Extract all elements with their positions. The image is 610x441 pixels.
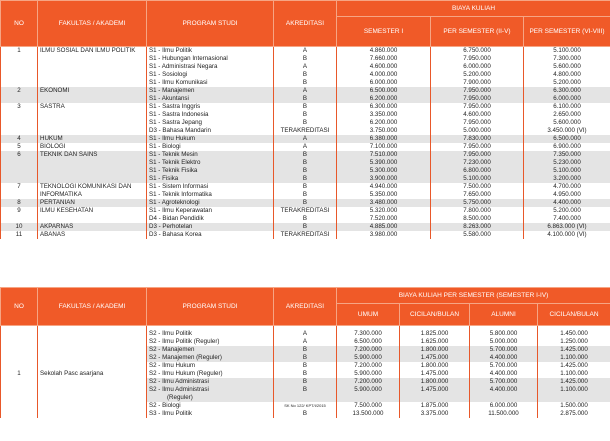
- fee-semester-2-5: 7.830.000: [431, 135, 524, 143]
- fee-umum: 7.500.000: [337, 402, 400, 410]
- table-row: [1, 143, 610, 151]
- fee-umum: 5.900.000: [337, 386, 400, 394]
- table-row: [1, 87, 610, 95]
- fee-semester-2-5: 5.000.000: [431, 127, 524, 135]
- accreditation: B: [274, 151, 337, 159]
- fee-semester-2-5: 5.580.000: [431, 231, 524, 239]
- fee-semester-6-8: 7.400.000: [524, 215, 610, 223]
- fee-alumni: 6.000.000: [470, 402, 538, 410]
- program-name: S1 - Teknik Informatika: [147, 191, 274, 199]
- program-name: S1 - Manajemen: [147, 87, 274, 95]
- fee-semester-1: 4.940.000: [337, 183, 431, 191]
- fee-semester-6-8: 5.100.000: [524, 47, 610, 56]
- installment-umum: 1.475.000: [400, 370, 470, 378]
- fee-semester-6-8: 5.200.000: [524, 207, 610, 215]
- faculty-name: TEKNOLOGI KOMUNIKASI DAN INFORMATIKA: [38, 183, 147, 199]
- faculty-name: ILMU KESEHATAN: [38, 207, 147, 223]
- fee-semester-1: 7.520.000: [337, 215, 431, 223]
- installment-umum: 1.800.000: [400, 346, 470, 354]
- fee-semester-2-5: 7.950.000: [431, 103, 524, 111]
- faculty-number: 2: [1, 87, 38, 103]
- installment-alumni: 1.100.000: [538, 354, 610, 362]
- program-name: S1 - Sosiologi: [147, 71, 274, 79]
- installment-alumni: 2.875.000: [538, 410, 610, 418]
- fee-semester-1: 6.200.000: [337, 95, 431, 103]
- program-name: S1 - Ilmu Politik: [147, 47, 274, 56]
- fee-semester-2-5: 7.800.000: [431, 207, 524, 215]
- program-name: S1 - Teknik Elektro: [147, 159, 274, 167]
- fee-semester-2-5: 5.750.000: [431, 199, 524, 207]
- fee-semester-2-5: 6.000.000: [431, 63, 524, 71]
- accreditation: A: [274, 143, 337, 151]
- fee-alumni: 5.700.000: [470, 378, 538, 386]
- installment-umum: 1.625.000: [400, 338, 470, 346]
- accreditation: B: [274, 111, 337, 119]
- installment-umum: 1.475.000: [400, 354, 470, 362]
- faculty-name: EKONOMI: [38, 87, 147, 103]
- faculty-name: PERTANIAN: [38, 199, 147, 207]
- fee-semester-1: 7.100.000: [337, 143, 431, 151]
- installment-umum: [400, 394, 470, 402]
- fee-semester-2-5: 4.600.000: [431, 111, 524, 119]
- accreditation: B: [274, 410, 337, 418]
- table-row: [1, 199, 610, 207]
- fee-semester-2-5: 8.263.000: [431, 223, 524, 231]
- program-name: S3 - Ilmu Politik: [147, 410, 274, 418]
- installment-alumni: 1.100.000: [538, 386, 610, 394]
- program-name: S2 - Ilmu Hukum (Reguler): [147, 370, 274, 378]
- program-name: S2 - Ilmu Politik: [147, 330, 274, 338]
- fee-semester-2-5: 7.950.000: [431, 95, 524, 103]
- fee-semester-2-5: 7.950.000: [431, 55, 524, 63]
- fee-alumni: 4.400.000: [470, 370, 538, 378]
- fee-semester-1: 6.000.000: [337, 79, 431, 87]
- header-program: PROGRAM STUDI: [147, 1, 274, 47]
- header-alumni: ALUMNI: [470, 304, 538, 326]
- fee-semester-6-8: 6.500.000: [524, 135, 610, 143]
- program-name: S2 - Ilmu Administrasi: [147, 386, 274, 394]
- fee-semester-2-5: 7.950.000: [431, 143, 524, 151]
- installment-alumni: 1.425.000: [538, 362, 610, 370]
- header-fakultas: FAKULTAS / AKADEMI: [38, 1, 147, 47]
- table-row: [1, 47, 610, 56]
- accreditation: B: [274, 175, 337, 183]
- accreditation: B: [274, 55, 337, 63]
- accreditation: B: [274, 378, 337, 386]
- fee-semester-1: 3.350.000: [337, 111, 431, 119]
- fee-semester-6-8: 4.950.000: [524, 191, 610, 199]
- fee-semester-1: 6.380.000: [337, 135, 431, 143]
- fee-semester-6-8: 5.600.000: [524, 63, 610, 71]
- fee-semester-6-8: 3.200.000: [524, 175, 610, 183]
- header-sem2-5: PER SEMESTER (II-V): [431, 17, 524, 47]
- accreditation: B: [274, 362, 337, 370]
- table-row: [1, 207, 610, 215]
- accreditation: A: [274, 47, 337, 56]
- fee-semester-1: 5.350.000: [337, 191, 431, 199]
- header-no: NO: [1, 288, 38, 326]
- fee-semester-6-8: 4.400.000: [524, 199, 610, 207]
- fee-semester-6-8: 3.450.000 (VI): [524, 127, 610, 135]
- program-name: S1 - Ilmu Hukum: [147, 135, 274, 143]
- installment-alumni: 1.500.000: [538, 402, 610, 410]
- program-name: S1 - Sistem Informasi: [147, 183, 274, 191]
- table-row: [1, 231, 610, 239]
- accreditation: B: [274, 119, 337, 127]
- header-program: PROGRAM STUDI: [147, 288, 274, 326]
- fee-semester-2-5: 6.750.000: [431, 47, 524, 56]
- header-sem6-8: PER SEMESTER (VI-VIII): [524, 17, 610, 47]
- program-name: S2 - Ilmu Hukum: [147, 362, 274, 370]
- fee-semester-2-5: 7.230.000: [431, 159, 524, 167]
- fee-umum: 7.300.000: [337, 330, 400, 338]
- fee-semester-1: 5.320.000: [337, 207, 431, 215]
- header-akreditasi: AKREDITASI: [274, 1, 337, 47]
- fee-semester-1: 3.750.000: [337, 127, 431, 135]
- faculty-number: 5: [1, 143, 38, 151]
- installment-umum: 3.375.000: [400, 410, 470, 418]
- fee-semester-6-8: 7.300.000: [524, 55, 610, 63]
- faculty-name: AKPARNAS: [38, 223, 147, 231]
- fee-umum: 5.900.000: [337, 370, 400, 378]
- faculty-name: Sekolah Pasc asarjana: [38, 330, 147, 418]
- fee-semester-1: 4.860.000: [337, 47, 431, 56]
- fee-alumni: 11.500.000: [470, 410, 538, 418]
- fee-umum: 13.500.000: [337, 410, 400, 418]
- faculty-name: SASTRA: [38, 103, 147, 135]
- program-name: S1 - Ilmu Komunikasi: [147, 79, 274, 87]
- installment-alumni: 1.425.000: [538, 346, 610, 354]
- program-name: S2 - Ilmu Politik (Reguler): [147, 338, 274, 346]
- fee-alumni: 5.700.000: [470, 346, 538, 354]
- fee-umum: 5.900.000: [337, 354, 400, 362]
- faculty-number: 1: [1, 47, 38, 88]
- accreditation: TERAKREDITASI: [274, 207, 337, 215]
- header-cicilan-2: CICILAN/BULAN: [538, 304, 610, 326]
- accreditation: [274, 394, 337, 402]
- program-name: S1 - Sastra Indonesia: [147, 111, 274, 119]
- faculty-number: 1: [1, 330, 38, 418]
- program-name: D3 - Bahasa Korea: [147, 231, 274, 239]
- fee-semester-1: 6.300.000: [337, 103, 431, 111]
- accreditation: B: [274, 199, 337, 207]
- accreditation: [274, 402, 337, 410]
- fee-semester-6-8: 6.000.000: [524, 95, 610, 103]
- header-fakultas: FAKULTAS / AKADEMI: [38, 288, 147, 326]
- accreditation: B: [274, 386, 337, 394]
- installment-alumni: 1.100.000: [538, 370, 610, 378]
- accreditation-decree: SK No 122/ KPT/I/2015: [284, 403, 326, 408]
- fee-semester-1: 5.390.000: [337, 159, 431, 167]
- program-name: S1 - Sastra Jepang: [147, 119, 274, 127]
- accreditation: A: [274, 338, 337, 346]
- faculty-number: 11: [1, 231, 38, 239]
- fee-semester-2-5: 6.800.000: [431, 167, 524, 175]
- fee-semester-1: 4.600.000: [337, 63, 431, 71]
- program-name: S1 - Hubungan Internasional: [147, 55, 274, 63]
- fee-semester-1: 3.900.000: [337, 175, 431, 183]
- program-name: S1 - Administrasi Negara: [147, 63, 274, 71]
- fee-semester-1: 7.660.000: [337, 55, 431, 63]
- fee-semester-1: 7.510.000: [337, 151, 431, 159]
- fee-umum: 7.200.000: [337, 362, 400, 370]
- faculty-number: 8: [1, 199, 38, 207]
- accreditation: B: [274, 370, 337, 378]
- faculty-number: 9: [1, 207, 38, 223]
- installment-umum: 1.800.000: [400, 362, 470, 370]
- faculty-number: 6: [1, 151, 38, 183]
- accreditation: TERAKREDITASI: [274, 231, 337, 239]
- fee-semester-2-5: 7.500.000: [431, 183, 524, 191]
- fee-semester-1: 3.980.000: [337, 231, 431, 239]
- accreditation: TERAKREDITASI: [274, 127, 337, 135]
- faculty-number: 4: [1, 135, 38, 143]
- accreditation: B: [274, 71, 337, 79]
- fee-semester-6-8: 5.100.000: [524, 167, 610, 175]
- accreditation: B: [274, 223, 337, 231]
- fee-semester-6-8: 4.700.000: [524, 183, 610, 191]
- header-cicilan-1: CICILAN/BULAN: [400, 304, 470, 326]
- fee-semester-1: 5.300.000: [337, 167, 431, 175]
- program-name: S1 - Ilmu Keperawatan: [147, 207, 274, 215]
- accreditation: B: [274, 167, 337, 175]
- fee-semester-6-8: 5.200.000: [524, 79, 610, 87]
- fee-semester-1: 6.500.000: [337, 87, 431, 95]
- fee-semester-6-8: 5.600.000: [524, 119, 610, 127]
- program-name: S1 - Akuntansi: [147, 95, 274, 103]
- fee-alumni: 4.400.000: [470, 354, 538, 362]
- fee-semester-6-8: 2.650.000: [524, 111, 610, 119]
- header-akreditasi: AKREDITASI: [274, 288, 337, 326]
- fee-semester-2-5: 5.100.000: [431, 175, 524, 183]
- program-name: S1 - Biologi: [147, 143, 274, 151]
- header-umum: UMUM: [337, 304, 400, 326]
- accreditation: B: [274, 95, 337, 103]
- program-name: S1 - Teknik Fisika: [147, 167, 274, 175]
- program-name: D3 - Bahasa Mandarin: [147, 127, 274, 135]
- fee-semester-6-8: 5.230.000: [524, 159, 610, 167]
- fee-semester-2-5: 5.200.000: [431, 71, 524, 79]
- fee-semester-6-8: 6.300.000: [524, 87, 610, 95]
- fee-alumni: [470, 394, 538, 402]
- fee-alumni: 5.800.000: [470, 330, 538, 338]
- table-row: [1, 135, 610, 143]
- fee-umum: [337, 394, 400, 402]
- installment-umum: 1.875.000: [400, 402, 470, 410]
- accreditation: B: [274, 346, 337, 354]
- program-name: (Reguler): [147, 394, 274, 402]
- fee-semester-6-8: 4.100.000 (VI): [524, 231, 610, 239]
- installment-alumni: 1.250.000: [538, 338, 610, 346]
- accreditation: A: [274, 330, 337, 338]
- faculty-name: TEKNIK DAN SAINS: [38, 151, 147, 183]
- faculty-name: ABANAS: [38, 231, 147, 239]
- accreditation: B: [274, 215, 337, 223]
- faculty-name: BIOLOGI: [38, 143, 147, 151]
- fee-semester-2-5: 8.500.000: [431, 215, 524, 223]
- program-name: S1 - Sastra Inggris: [147, 103, 274, 111]
- installment-umum: 1.475.000: [400, 386, 470, 394]
- installment-alumni: 1.450.000: [538, 330, 610, 338]
- accreditation: B: [274, 103, 337, 111]
- program-name: S1 - Agroteknologi: [147, 199, 274, 207]
- fee-semester-2-5: 7.950.000: [431, 119, 524, 127]
- faculty-name: ILMU SOSIAL DAN ILMU POLITIK: [38, 47, 147, 88]
- fee-semester-6-8: 4.800.000: [524, 71, 610, 79]
- fee-semester-6-8: 6.863.000 (VI): [524, 223, 610, 231]
- installment-umum: 1.800.000: [400, 378, 470, 386]
- header-sem1: SEMESTER I: [337, 17, 431, 47]
- fee-alumni: 5.700.000: [470, 362, 538, 370]
- accreditation: A: [274, 135, 337, 143]
- fee-semester-6-8: 6.900.000: [524, 143, 610, 151]
- installment-umum: 1.825.000: [400, 330, 470, 338]
- fee-semester-2-5: 7.950.000: [431, 87, 524, 95]
- header-biaya: BIAYA KULIAH PER SEMESTER (SEMESTER I-IV): [337, 288, 610, 304]
- accreditation: B: [274, 354, 337, 362]
- header-no: NO: [1, 1, 38, 47]
- fee-semester-2-5: 7.900.000: [431, 79, 524, 87]
- program-name: S2 - Manajemen (Reguler): [147, 354, 274, 362]
- fee-umum: 7.200.000: [337, 346, 400, 354]
- accreditation: B: [274, 191, 337, 199]
- program-name: S2 - Ilmu Administrasi: [147, 378, 274, 386]
- fee-umum: 7.200.000: [337, 378, 400, 386]
- fee-semester-1: 4.000.000: [337, 71, 431, 79]
- accreditation: A: [274, 87, 337, 95]
- table-row: [1, 103, 610, 111]
- program-name: S2 - Manajemen: [147, 346, 274, 354]
- accreditation: B: [274, 159, 337, 167]
- program-name: S1 - Fisika: [147, 175, 274, 183]
- program-name: D3 - Perhotelan: [147, 223, 274, 231]
- fee-semester-1: 6.200.000: [337, 119, 431, 127]
- fee-semester-1: 3.480.000: [337, 199, 431, 207]
- accreditation: A: [274, 63, 337, 71]
- table-row: [1, 151, 610, 159]
- faculty-number: 7: [1, 183, 38, 199]
- table-row: [1, 330, 610, 338]
- fee-semester-6-8: 6.100.000: [524, 103, 610, 111]
- fee-semester-2-5: 7.950.000: [431, 151, 524, 159]
- fee-umum: 6.500.000: [337, 338, 400, 346]
- program-name: D4 - Bidan Pendidik: [147, 215, 274, 223]
- fee-alumni: 4.400.000: [470, 386, 538, 394]
- accreditation: B: [274, 79, 337, 87]
- tuition-table-postgraduate: [0, 287, 610, 418]
- faculty-number: 10: [1, 223, 38, 231]
- installment-alumni: [538, 394, 610, 402]
- accreditation: B: [274, 183, 337, 191]
- installment-alumni: 1.425.000: [538, 378, 610, 386]
- header-biaya: BIAYA KULIAH: [337, 1, 610, 17]
- table-row: [1, 223, 610, 231]
- program-name: S1 - Teknik Mesin: [147, 151, 274, 159]
- fee-semester-1: 4.885.000: [337, 223, 431, 231]
- faculty-name: HUKUM: [38, 135, 147, 143]
- fee-semester-6-8: 7.350.000: [524, 151, 610, 159]
- fee-semester-2-5: 7.650.000: [431, 191, 524, 199]
- program-name: S2 - Biologi: [147, 402, 274, 410]
- faculty-number: 3: [1, 103, 38, 135]
- table-row: [1, 183, 610, 191]
- fee-alumni: 5.000.000: [470, 338, 538, 346]
